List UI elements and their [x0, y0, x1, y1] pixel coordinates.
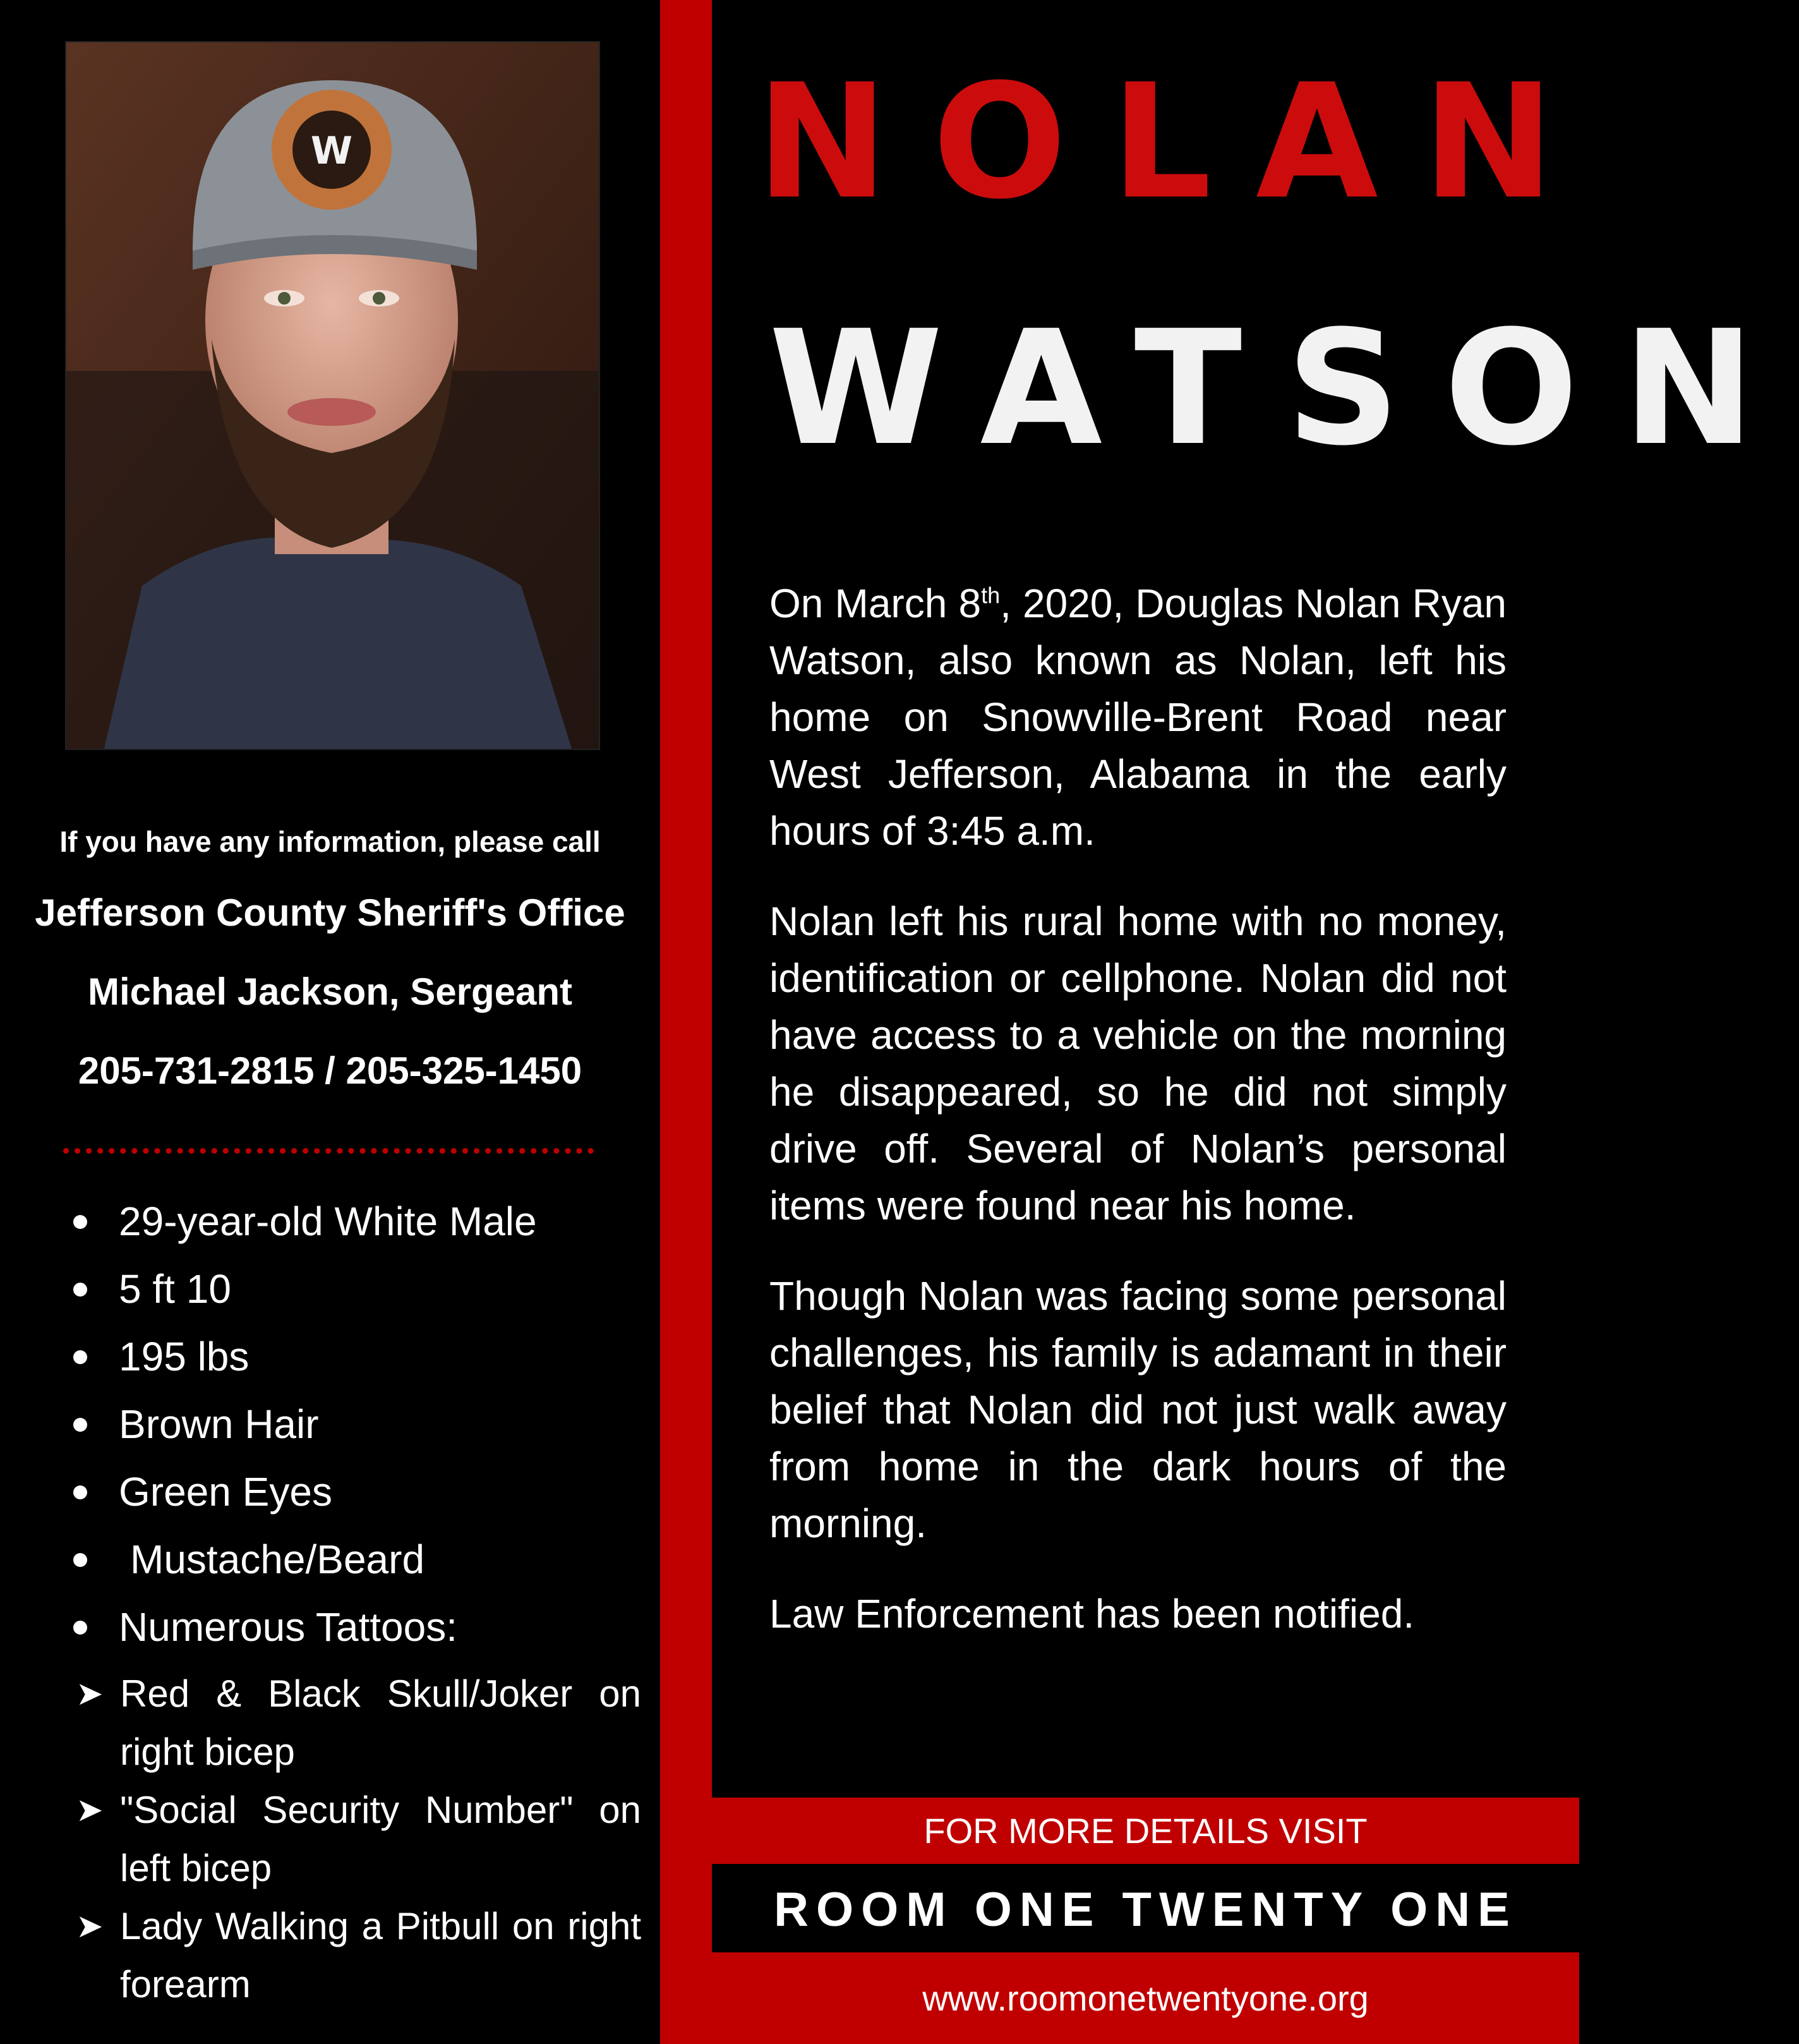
website-link[interactable]: www.roomonetwentyone.org	[712, 1952, 1579, 2044]
story-paragraph-4: Law Enforcement has been notified.	[769, 1591, 1415, 1636]
fact-item: Mustache/Beard	[63, 1526, 641, 1593]
bullet-icon	[73, 1621, 87, 1635]
fact-item: 5 ft 10	[63, 1255, 641, 1323]
vertical-red-divider	[660, 0, 712, 2044]
contact-phone-numbers: 205-731-2815 / 205-325-1450	[78, 1049, 582, 1092]
story-paragraph-3: Though Nolan was facing some personal challenges, his family is adamant in their belief that Nolan did not just walk away from home in the dark hours of the morning.	[769, 1273, 1507, 1546]
portrait-illustration	[66, 42, 599, 749]
svg-text:W: W	[310, 129, 353, 173]
tattoo-item: ➤ Lady Walking a Pitbull on right forearm	[76, 1897, 641, 2014]
physical-description-list	[63, 1188, 641, 1661]
missing-person-photo	[65, 41, 600, 750]
bullet-icon	[73, 1418, 87, 1432]
first-name-heading: NOLAN	[756, 50, 1599, 234]
story-paragraph-2: Nolan left his rural home with no money, identification or cellphone. Nolan did not have access to a vehicle on the morning he disappeared, so he did not simply drive off. Several of Nolan’s personal items were found near his home.	[769, 898, 1507, 1228]
tattoo-item: ➤ "Social Security Number" on left bicep	[76, 1781, 641, 1897]
fact-item: Green Eyes	[63, 1458, 641, 1526]
bullet-icon	[73, 1283, 87, 1297]
case-story	[769, 575, 1507, 1676]
bullet-icon	[73, 1553, 87, 1567]
fact-item: 29-year-old White Male	[63, 1188, 641, 1255]
bullet-icon	[73, 1350, 87, 1364]
contact-person: Michael Jackson, Sergeant	[88, 971, 572, 1013]
story-paragraph-1: On March 8th, 2020, Douglas Nolan Ryan Watson, also known as Nolan, left his home on Snowville-Brent Road near West Jefferson, Alabama in the early hours of 3:45 a.m.	[769, 581, 1507, 854]
visit-label: FOR MORE DETAILS VISIT	[712, 1798, 1579, 1864]
arrow-bullet-icon: ➤	[76, 1908, 104, 1945]
tattoo-list	[76, 1665, 641, 2014]
contact-intro: If you have any information, please call	[59, 825, 601, 858]
bullet-icon	[73, 1485, 87, 1499]
last-name-heading: WATSON	[769, 296, 1799, 480]
arrow-bullet-icon: ➤	[76, 1792, 104, 1829]
tattoo-item: ➤ Red & Black Skull/Joker on right bicep	[76, 1665, 641, 1781]
arrow-bullet-icon: ➤	[76, 1676, 104, 1712]
brand-name: ROOM ONE TWENTY ONE	[774, 1883, 1517, 1937]
fact-item: Brown Hair	[63, 1391, 641, 1458]
dotted-divider	[63, 1148, 594, 1154]
contact-organization: Jefferson County Sheriff's Office	[35, 892, 625, 934]
fact-item: Numerous Tattoos:	[63, 1593, 641, 1661]
fact-item: 195 lbs	[63, 1323, 641, 1391]
bullet-icon	[73, 1215, 87, 1229]
